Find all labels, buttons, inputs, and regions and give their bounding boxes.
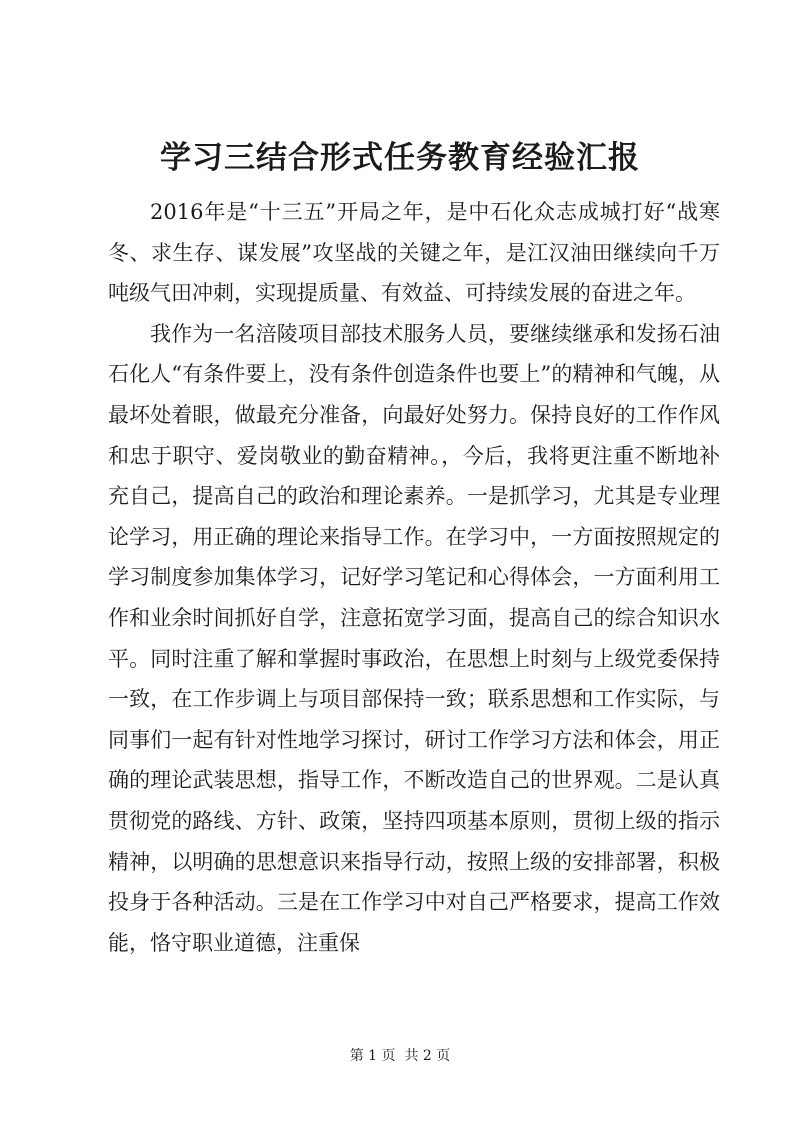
document-body [108,192,720,963]
page-footer [0,1046,800,1066]
paragraph-2: 我作为一名涪陵项目部技术服务人员，要继续继承和发扬石油石化人“有条件要上，没有条件创造条件也要上”的精神和气魄，从最坏处着眼，做最充分准备，向最好处努力。保持良好的工作作风和忠于职守、爱岗敬业的勤奋精神。，今后，我将更注重不断地补充自己，提高自己的政治和理论素养。一是抓学习，尤其是专业理论学习，用正确的理论来指导工作。在学习中，一方面按照规定的学习制度参加集体学习，记好学习笔记和心得体会，一方面利用工作和业余时间抓好自学，注意拓宽学习面，提高自己的综合知识水平。同时注重了解和掌握时事政治，在思想上时刻与上级党委保持一致，在工作步调上与项目部保持一致；联系思想和工作实际，与同事们一起有针对性地学习探讨，研讨工作学习方法和体会，用正确的理论武装思想，指导工作，不断改造自己的世界观。二是认真贯彻党的路线、方针、政策，坚持四项基本原则，贯彻上级的指示精神，以明确的思想意识来指导行动，按照上级的安排部署，积极投身于各种活动。三是在工作学习中对自己严格要求，提高工作效能，恪守职业道德，注重保 [108,321,720,955]
document-title: 学习三结合形式任务教育经验汇报 [160,140,640,176]
page-number-label: 第 1 页 共 2 页 [349,1048,451,1064]
paragraph-1: 2016年是“十三五”开局之年，是中石化众志成城打好“战寒冬、求生存、谋发展”攻坚战的关键之年，是江汉油田继续向千万吨级气田冲刺，实现提质量、有效益、可持续发展的奋进之年。 [108,200,720,306]
